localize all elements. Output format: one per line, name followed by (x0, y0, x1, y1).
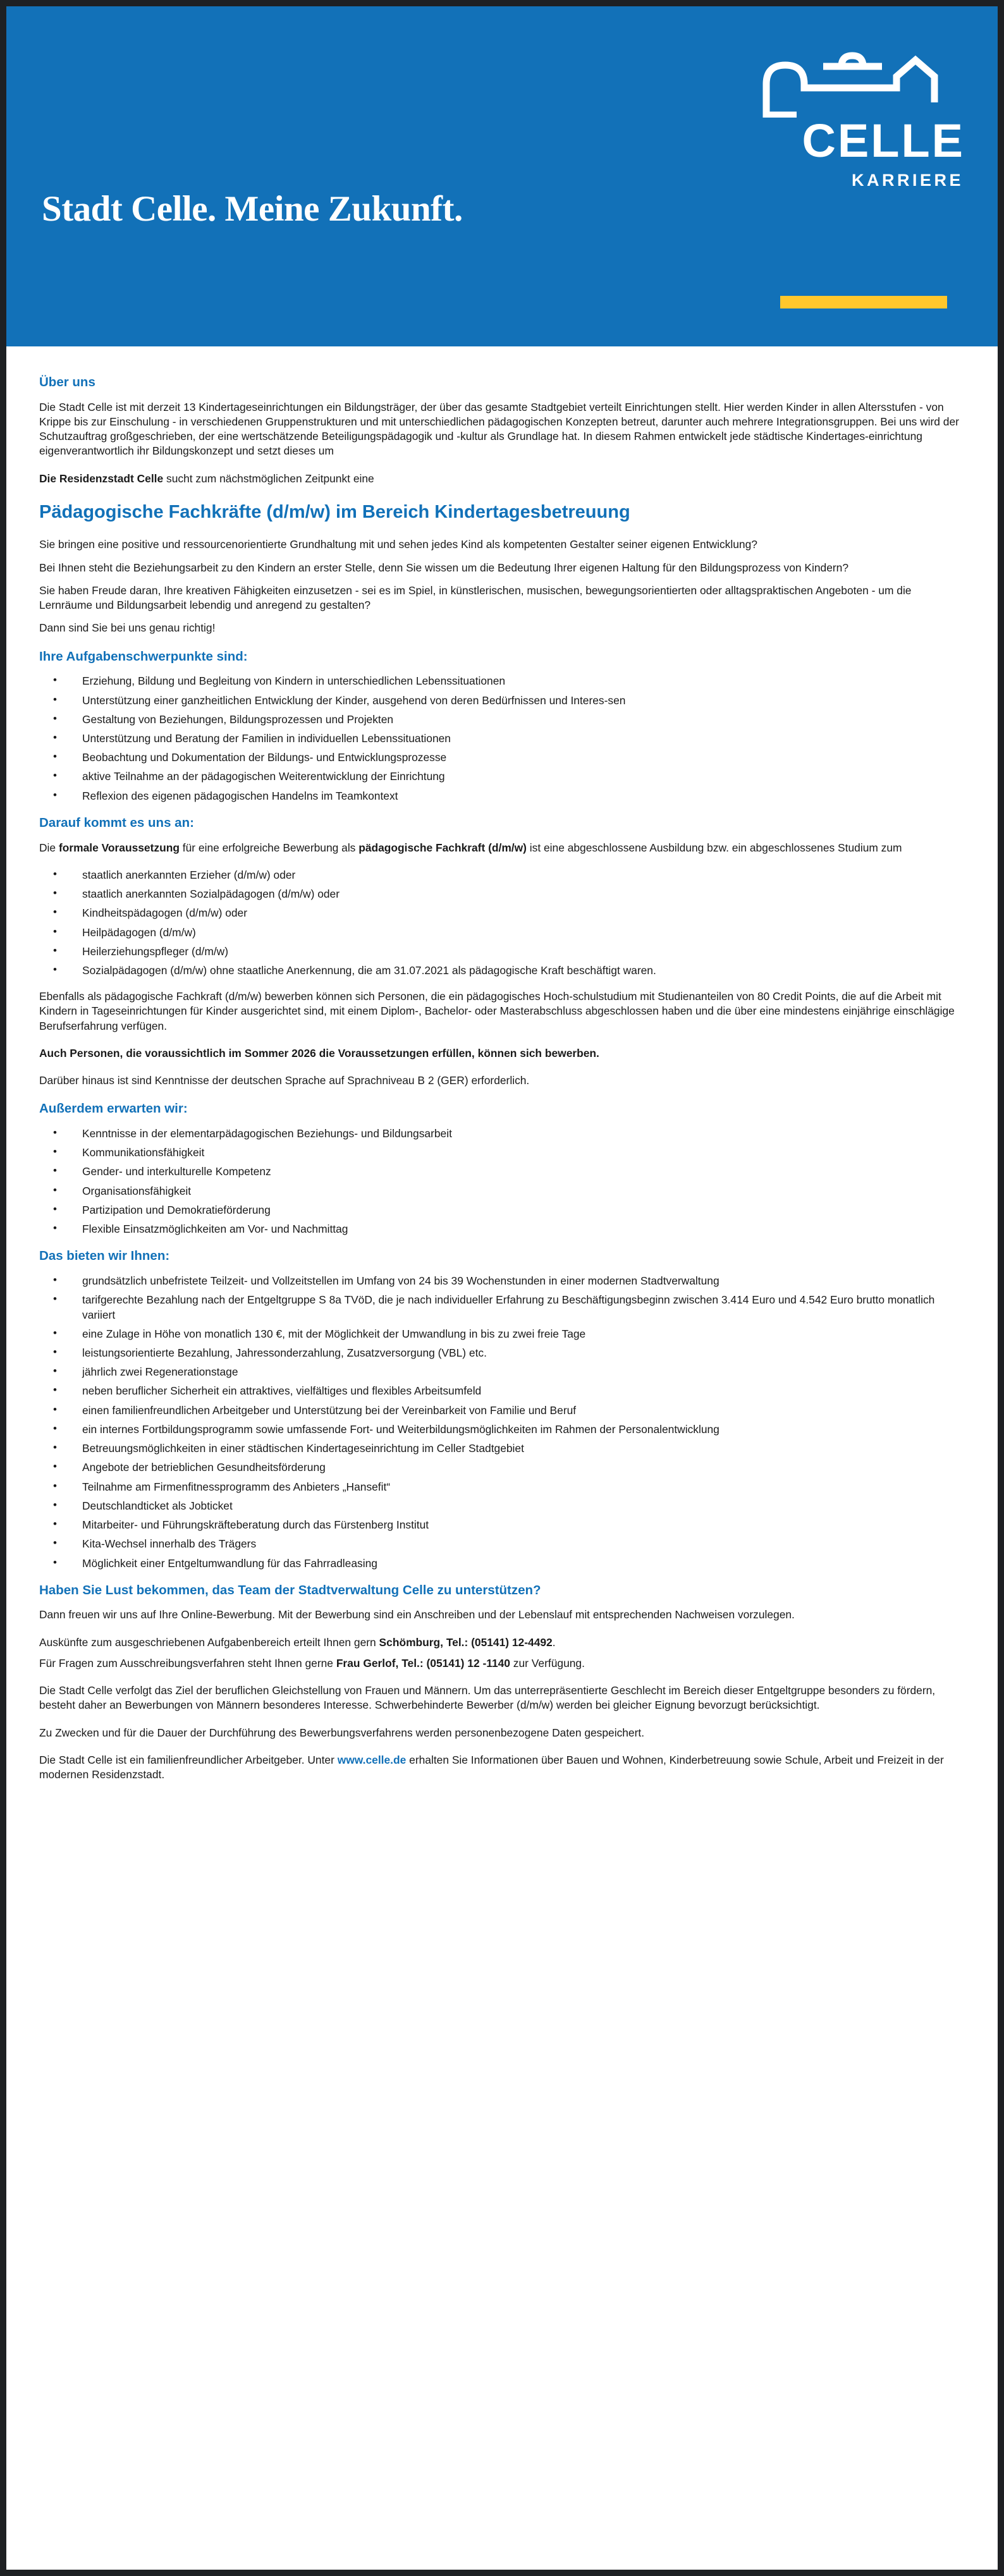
contact-1-name-phone: Schömburg, Tel.: (05141) 12-4492 (379, 1635, 553, 1649)
list-item: • Unterstützung einer ganzheitlichen Entwicklung der Kinder, ausgehend von deren Bedürfnissen und Interes-sen (39, 693, 965, 708)
section-heading-offer: Das bieten wir Ihnen: (39, 1248, 170, 1264)
requirements-language-note: Darüber hinaus ist sind Kenntnisse der deutschen Sprache auf Sprachniveau B 2 (GER) erforderlich. (39, 1074, 530, 1087)
list-item: • Erziehung, Bildung und Begleitung von Kindern in unterschiedlichen Lebenssituationen (39, 674, 965, 688)
intro-paragraph-2: Bei Ihnen steht die Beziehungsarbeit zu den Kindern an erster Stelle, denn Sie wissen um die Bedeutung Ihrer eigenen Haltung für den Bildungsprozess von Kindern? (39, 561, 849, 574)
list-item: • Kindheitspädagogen (d/m/w) oder (39, 906, 965, 920)
requirements-list (39, 868, 965, 978)
req-lead-part1: Die (39, 841, 59, 854)
list-item: • Mitarbeiter- und Führungskräfteberatung durch das Fürstenberg Institut (39, 1518, 965, 1532)
section-heading-requirements: Darauf kommt es uns an: (39, 815, 194, 830)
header-claim: Stadt Celle. Meine Zukunft. (42, 189, 463, 229)
list-item: • Flexible Einsatzmöglichkeiten am Vor- und Nachmittag (39, 1222, 965, 1236)
footer-suffix: erhalten Sie Informationen über Bauen und Wohnen, Kinderbetreuung sowie Schule, Arbeit und Freizeit in der modernen Residenzstadt. (39, 1753, 944, 1781)
page-title: Pädagogische Fachkräfte (d/m/w) im Bereich Kindertagesbetreuung (39, 501, 630, 522)
req-lead-bold1: formale Voraussetzung (58, 841, 180, 854)
celle-town-silhouette-icon (752, 37, 967, 118)
list-item: • ein internes Fortbildungsprogramm sowie umfassende Fort- und Weiterbildungsmöglichkeiten im Rahmen der Personalentwicklung (39, 1422, 965, 1437)
list-item: • Partizipation und Demokratieförderung (39, 1203, 965, 1218)
list-item: • Kommunikationsfähigkeit (39, 1145, 965, 1160)
contact-2-prefix: Für Fragen zum Ausschreibungsverfahren steht Ihnen gerne (39, 1656, 336, 1670)
brand-block (702, 37, 967, 190)
section-heading-expectations: Außerdem erwarten wir: (39, 1101, 188, 1116)
requirements-bold-note-text: Auch Personen, die voraussichtlich im Sommer 2026 die Voraussetzungen erfüllen, können sich bewerben. (39, 1046, 599, 1059)
list-item: • Deutschlandticket als Jobticket (39, 1499, 965, 1513)
contact-2-name-phone: Frau Gerlof, Tel.: (05141) 12 -1140 (336, 1656, 510, 1670)
requirements-lead (39, 841, 965, 855)
page-header (6, 6, 998, 346)
tasks-list (39, 674, 965, 803)
intro-paragraph-4: Dann sind Sie bei uns genau richtig! (39, 621, 216, 635)
privacy-paragraph: Zu Zwecken und für die Dauer der Durchführung des Bewerbungsverfahrens werden personenbezogene Daten gespeichert. (39, 1726, 645, 1739)
section-heading-about: Über uns (39, 375, 95, 389)
section-heading-tasks: Ihre Aufgabenschwerpunkte sind: (39, 649, 248, 664)
section-heading-apply: Haben Sie Lust bekommen, das Team der Stadtverwaltung Celle zu unterstützen? (39, 1582, 541, 1597)
list-item: • Teilnahme am Firmenfitnessprogramm des Anbieters „Hansefit“ (39, 1480, 965, 1494)
list-item: • Sozialpädagogen (d/m/w) ohne staatliche Anerkennung, die am 31.07.2021 als pädagogische Kraft beschäftigt waren. (39, 963, 965, 978)
brand-subline: KARRIERE (851, 171, 964, 190)
contact-1-suffix: . (552, 1635, 556, 1649)
seeking-line (39, 472, 965, 486)
about-paragraph: Die Stadt Celle ist mit derzeit 13 Kindertageseinrichtungen ein Bildungsträger, der über das gesamte Stadtgebiet verteilt Einrichtungen stellt. Hier werden Kinder in allen Altersstufen - von Krippe bis zur Einschulung - in verschiedenen Gruppenstrukturen und mit unterschiedlichen pädagogischen Konzepten betreut, darunter auch mehrere Integrationsgruppen. Bei uns wird der Schutzauftrag großgeschrieben, der eine wertschätzende Beteiligungspädagogik und -kultur als Grundlage hat. In diesem Rahmen entwickelt jede städtische Kindertages-einrichtung eigenverantwortlich ihr Bildungskonzept und setzt dieses um (39, 400, 959, 458)
list-item: • Gender- und interkulturelle Kompetenz (39, 1164, 965, 1179)
list-item: • Kita-Wechsel innerhalb des Trägers (39, 1537, 965, 1551)
req-lead-part3: ist eine abgeschlossene Ausbildung bzw. ein abgeschlossenes Studium zum (526, 841, 902, 854)
list-item: • Heilerziehungspfleger (d/m/w) (39, 944, 965, 959)
seeking-employer: Die Residenzstadt Celle (39, 472, 164, 485)
req-lead-bold2: pädagogische Fachkraft (d/m/w) (358, 841, 527, 854)
footer-prefix: Die Stadt Celle ist ein familienfreundlicher Arbeitgeber. Unter (39, 1753, 338, 1766)
intro-paragraph-1: Sie bringen eine positive und ressourcenorientierte Grundhaltung mit und sehen jedes Kind als kompetenten Gestalter seiner eigenen Entwicklung? (39, 538, 757, 551)
contact-line-verfahren (39, 1656, 965, 1671)
list-item: • tarifgerechte Bezahlung nach der Entgeltgruppe S 8a TVöD, die je nach individueller Erfahrung zu Beschäftigungsbeginn zwischen 3.414 Euro und 4.542 Euro brutto monatlich variiert (39, 1293, 965, 1322)
list-item: • Organisationsfähigkeit (39, 1184, 965, 1199)
brand-wordmark: CELLE (802, 114, 965, 167)
list-item: • Unterstützung und Beratung der Familien in individuellen Lebenssituationen (39, 731, 965, 746)
list-item: • jährlich zwei Regenerationstage (39, 1365, 965, 1379)
celle-website-link[interactable]: www.celle.de (337, 1753, 407, 1766)
accent-bar (780, 296, 947, 308)
intro-paragraph-3: Sie haben Freude daran, Ihre kreativen Fähigkeiten einzusetzen - sei es im Spiel, in künstlerischen, musischen, bewegungsorientierten oder alltagspraktischen Angeboten - um die Lernräume und Bildungsarbeit lebendig und anregend zu gestalten? (39, 583, 912, 612)
list-item: • neben beruflicher Sicherheit ein attraktives, vielfältiges und flexibles Arbeitsumfeld (39, 1384, 965, 1398)
contact-1-prefix: Auskünfte zum ausgeschriebenen Aufgabenbereich erteilt Ihnen gern (39, 1635, 379, 1649)
advert-content (6, 346, 998, 1816)
list-item: • leistungsorientierte Bezahlung, Jahressonderzahlung, Zusatzversorgung (VBL) etc. (39, 1346, 965, 1360)
list-item: • Betreuungsmöglichkeiten in einer städtischen Kindertageseinrichtung im Celler Stadtgebiet (39, 1441, 965, 1456)
req-lead-part2: für eine erfolgreiche Bewerbung als (179, 841, 359, 854)
list-item: • Heilpädagogen (d/m/w) (39, 925, 965, 940)
list-item: • Gestaltung von Beziehungen, Bildungsprozessen und Projekten (39, 712, 965, 727)
offer-list (39, 1274, 965, 1571)
list-item: • Reflexion des eigenen pädagogischen Handelns im Teamkontext (39, 789, 965, 803)
requirements-bold-note (39, 1046, 965, 1061)
equality-paragraph: Die Stadt Celle verfolgt das Ziel der beruflichen Gleichstellung von Frauen und Männern. Um das unterrepräsentierte Geschlecht im Bereich dieser Entgeltgruppe besonders zu fördern, besteht daher an Bewerbungen von Männern besonderes Interesse. Schwerbehinderte Bewerber (d/m/w) werden bei gleicher Eignung bevorzugt berücksichtigt. (39, 1684, 936, 1712)
list-item: • Möglichkeit einer Entgeltumwandlung für das Fahrradleasing (39, 1556, 965, 1571)
contact-line-aufgabenbereich (39, 1635, 965, 1650)
list-item: • grundsätzlich unbefristete Teilzeit- und Vollzeitstellen im Umfang von 24 bis 39 Wochenstunden in einer modernen Stadtverwaltung (39, 1274, 965, 1288)
list-item: • aktive Teilnahme an der pädagogischen Weiterentwicklung der Einrichtung (39, 769, 965, 784)
apply-paragraph: Dann freuen wir uns auf Ihre Online-Bewerbung. Mit der Bewerbung sind ein Anschreiben und der Lebenslauf mit entsprechenden Nachweisen vorzulegen. (39, 1608, 795, 1621)
footer-paragraph (39, 1753, 965, 1782)
list-item: • staatlich anerkannten Erzieher (d/m/w) oder (39, 868, 965, 882)
list-item: • Beobachtung und Dokumentation der Bildungs- und Entwicklungsprozesse (39, 750, 965, 765)
list-item: • Kenntnisse in der elementarpädagogischen Beziehungs- und Bildungsarbeit (39, 1126, 965, 1141)
seeking-rest: sucht zum nächstmöglichen Zeitpunkt eine (163, 472, 374, 485)
expectations-list (39, 1126, 965, 1236)
list-item: • staatlich anerkannten Sozialpädagogen (d/m/w) oder (39, 887, 965, 901)
list-item: • eine Zulage in Höhe von monatlich 130 €, mit der Möglichkeit der Umwandlung in bis zu zwei freie Tage (39, 1327, 965, 1341)
list-item: • einen familienfreundlichen Arbeitgeber und Unterstützung bei der Vereinbarkeit von Familie und Beruf (39, 1403, 965, 1418)
requirements-extra-paragraph: Ebenfalls als pädagogische Fachkraft (d/m/w) bewerben können sich Personen, die ein pädagogisches Hoch-schulstudium mit Studienanteilen von 80 Credit Points, die auf die Arbeit mit Kindern in Tageseinrichtungen für Kinder ausgerichtet sind, mit einem Diplom-, Bachelor- oder Masterabschluss abgeschlossen haben und die über eine mindestens einjährige einschlägige Berufserfahrung verfügen. (39, 990, 955, 1032)
list-item: • Angebote der betrieblichen Gesundheitsförderung (39, 1460, 965, 1475)
contact-2-suffix: zur Verfügung. (510, 1656, 585, 1670)
